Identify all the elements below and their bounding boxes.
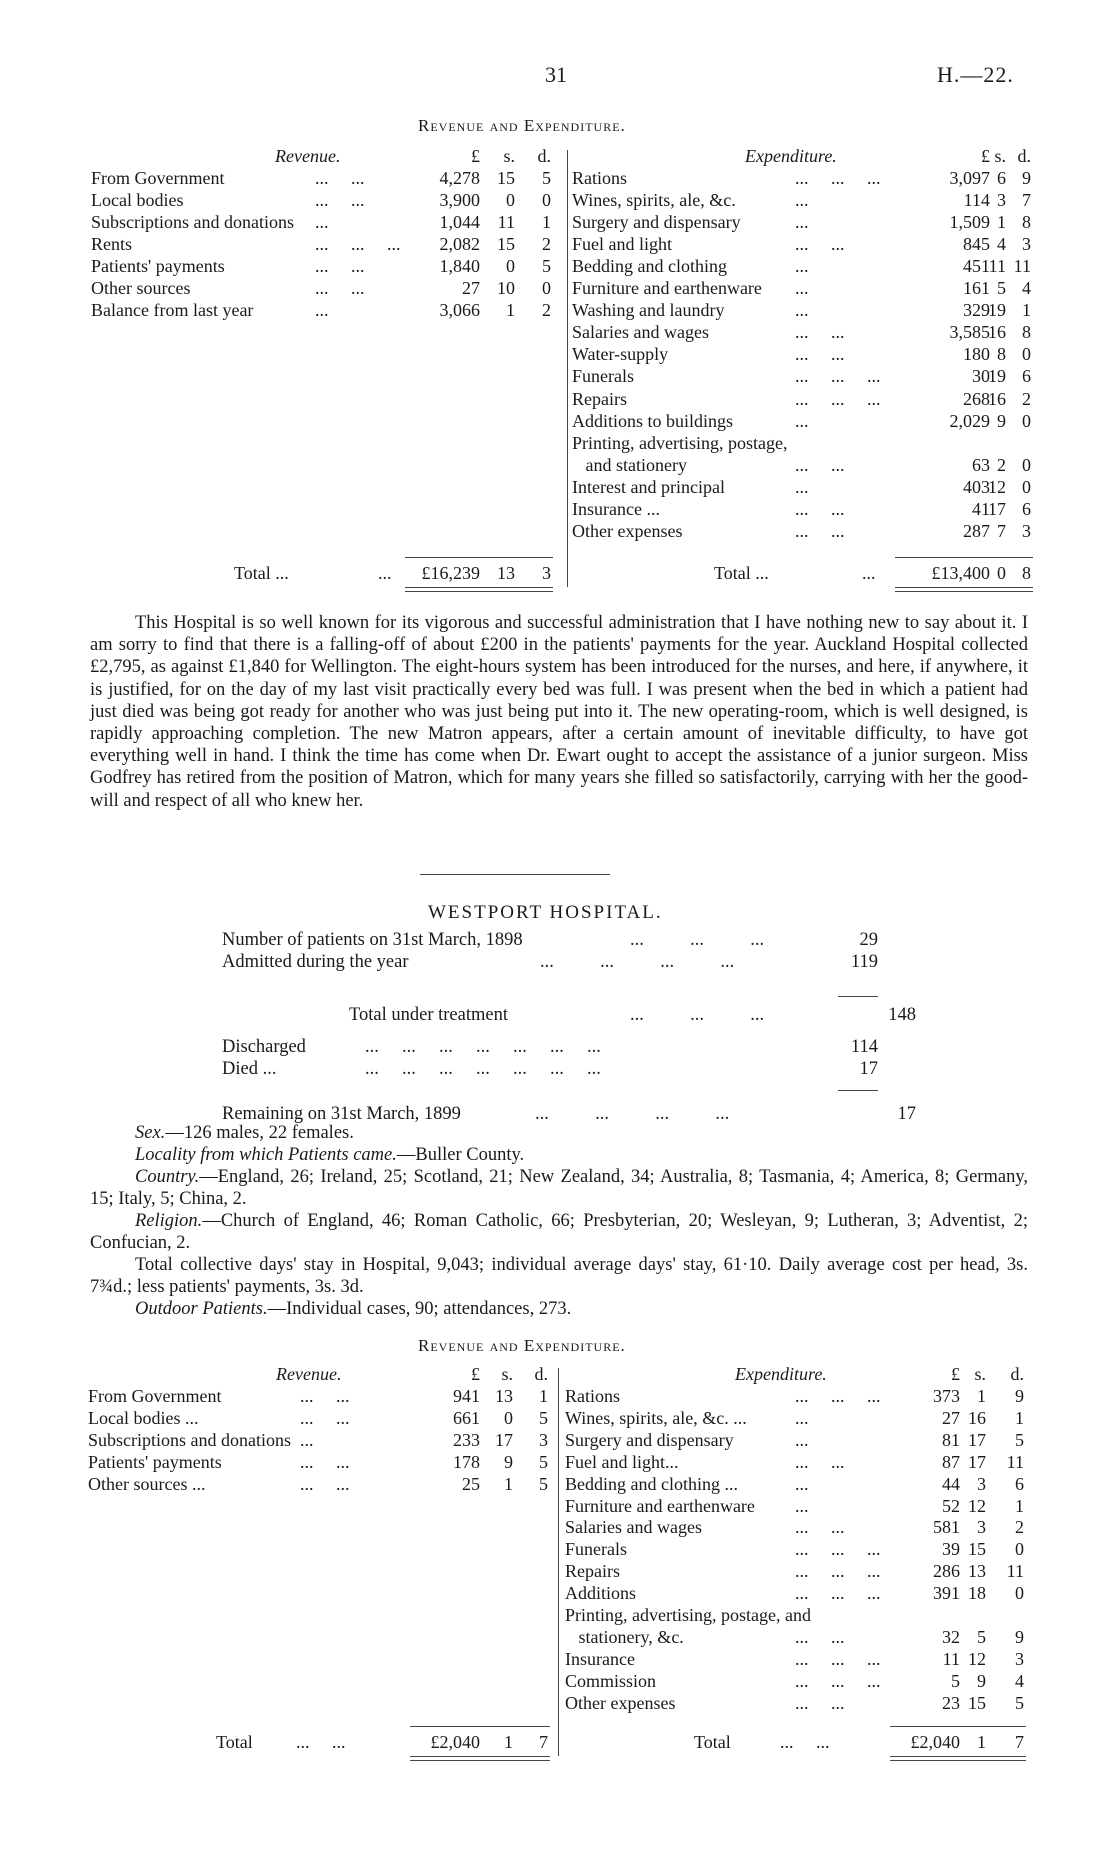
section-divider [420,874,610,875]
pence-cell: 11 [1006,1561,1024,1582]
expenditure-currency-header: s. [974,1364,986,1384]
expenditure-row-label: Additions [565,1583,637,1604]
pounds-cell: 661 [453,1407,480,1428]
shillings-cell: 1 [977,1386,986,1406]
expenditure-row-label: Commission [565,1670,657,1691]
leader-dots: ... [795,1429,809,1450]
sum-rule [838,1090,878,1091]
stat-subtotal: 17 [897,1104,916,1124]
expenditure-currency-header: d. [1010,1364,1024,1384]
pence-cell: 6 [1022,366,1031,387]
revenue-header: Revenue. [276,1364,342,1384]
pence-cell: 4 [1022,278,1031,299]
leader-dots: ... ... [315,190,365,211]
leader-dots: ... ... ... [795,366,881,387]
pence-cell: 0 [542,190,551,211]
shillings-cell: 15 [968,1692,986,1713]
expenditure-row-label: Printing, advertising, postage, [572,432,788,453]
pence-cell: 0 [1022,344,1031,365]
pounds-cell: 161 [963,278,990,299]
leader-dots: ... [795,300,809,321]
outdoor-line: Outdoor Patients.—Individual cases, 90; attendances, 273. [135,1299,572,1319]
pounds-cell: 287 [963,520,990,541]
shillings-cell: 5 [977,1626,986,1647]
expenditure-row-label: Insurance ... [572,498,660,519]
pence-cell: 5 [542,168,551,188]
pence-cell: 6 [1015,1473,1024,1494]
leader-dots: ... ... [795,1451,845,1472]
pence-cell: 1 [1022,300,1031,321]
pence-cell: 3 [1015,1648,1024,1669]
shillings-cell: 19 [988,366,1006,387]
expenditure-header: Expenditure. [745,146,837,166]
double-rule [890,1756,1026,1757]
pence-cell: 0 [1015,1539,1024,1560]
pounds-cell: 3,066 [439,300,480,321]
shillings-cell: 16 [988,322,1006,343]
revenue-row-label: Rents [91,234,133,255]
pence-cell: 2 [1015,1517,1024,1538]
shillings-cell: 15 [497,168,515,188]
expenditure-header: Expenditure. [735,1364,827,1384]
leader-dots: ... ... ... [795,1386,881,1406]
leader-dots: ... ... [300,1407,350,1428]
pence-cell: 9 [1022,168,1031,188]
shillings-cell: 9 [504,1451,513,1472]
leader-dots: ... [795,1473,809,1494]
expenditure-total-pounds: £2,040 [910,1732,960,1752]
expenditure-total-shillings: 1 [977,1732,986,1752]
leader-dots: ... ... [795,344,845,365]
shillings-cell: 12 [968,1495,986,1516]
pence-cell: 9 [1015,1386,1024,1406]
pounds-cell: 581 [933,1517,960,1538]
leader-dots: ... ... ... [795,1583,881,1604]
shillings-cell: 3 [977,1517,986,1538]
pence-cell: 1 [542,212,551,233]
revenue-row-label: Patients' payments [91,256,225,277]
revenue-row-label: Balance from last year [91,300,254,321]
pence-cell: 0 [1015,1583,1024,1604]
expenditure-row-label: Interest and principal [572,476,725,497]
expenditure-total-rule [890,1726,1026,1727]
stat-label: Discharged [222,1037,306,1057]
shillings-cell: 4 [997,234,1006,255]
pence-cell: 1 [1015,1407,1024,1428]
expenditure-currency-header: d. [1017,146,1031,166]
religion-line: Religion.—Church of England, 46; Roman Catholic, 66; Presbyterian, 20; Wesleyan, 9; Lutheran, 3; Adventist, 2; Confucian, 2. [90,1211,1028,1253]
leader-dots: ... ... ... [315,234,401,255]
leader-dots: ... ... [300,1386,350,1406]
leader-dots: ... ... [795,520,845,541]
expenditure-row-label: Surgery and dispensary [565,1429,734,1450]
expenditure-row-label: and stationery [572,454,687,475]
leader-dots: ... ... [315,256,365,277]
expenditure-row-label: Fuel and light... [565,1451,679,1472]
expenditure-total-pounds: £13,400 [931,563,990,583]
revenue-currency-header: £ [471,1364,480,1384]
expenditure-row-label: Salaries and wages [572,322,709,343]
revenue-row-label: From Government [91,168,225,188]
leader-dots: ... [300,1429,314,1450]
leader-dots: ... ... ... ... [540,952,735,972]
stat-label: Total under treatment [349,1005,508,1025]
stat-value: 29 [859,930,878,950]
pounds-cell: 63 [972,454,990,475]
shillings-cell: 12 [988,476,1006,497]
pounds-cell: 286 [933,1561,960,1582]
pence-cell: 0 [1022,476,1031,497]
leader-dots: ... [795,256,809,277]
leader-dots: ... ... ... [795,1648,881,1669]
revenue-total-pounds: £2,040 [430,1732,480,1752]
pounds-cell: 1,044 [439,212,480,233]
stat-label: Number of patients on 31st March, 1898 [222,930,523,950]
leader-dots: ... [795,278,809,299]
revenue-row-label: Local bodies [91,190,184,211]
revenue-currency-header: s. [501,1364,513,1384]
leader-dots: ... [862,563,876,583]
pounds-cell: 1,840 [439,256,480,277]
leader-dots: ... ... ... [630,1005,765,1025]
leader-dots: ... ... ... [795,1561,881,1582]
expenditure-total-shillings: 0 [997,563,1006,583]
pounds-cell: 941 [453,1386,480,1406]
expenditure-row-label: Wines, spirits, ale, &c. ... [565,1407,747,1428]
pence-cell: 5 [539,1451,548,1472]
shillings-cell: 13 [495,1386,513,1406]
pounds-cell: 233 [453,1429,480,1450]
stat-label: Admitted during the year [222,952,409,972]
shillings-cell: 2 [997,454,1006,475]
pence-cell: 3 [1022,520,1031,541]
leader-dots: ... ... [300,1473,350,1494]
revenue-row-label: Subscriptions and donations [88,1429,291,1450]
shillings-cell: 0 [506,190,515,211]
pounds-cell: 1,509 [949,212,990,233]
pence-cell: 9 [1015,1626,1024,1647]
leader-dots: ... ... ... ... ... ... ... [365,1037,601,1057]
stat-value: 119 [850,952,878,972]
shillings-cell: 18 [968,1583,986,1604]
expenditure-row-label: Other expenses [572,520,683,541]
auckland-re-heading: Revenue and Expenditure. [418,116,626,135]
leader-dots: ... ... [315,168,365,188]
stat-subtotal: 148 [888,1005,916,1025]
revenue-row-label: Other sources ... [88,1473,206,1494]
shillings-cell: 16 [968,1407,986,1428]
leader-dots: ... ... [315,278,365,299]
expenditure-total-pence: 8 [1022,563,1031,583]
expenditure-row-label: Funerals [572,366,634,387]
shillings-cell: 7 [997,520,1006,541]
pounds-cell: 3,900 [439,190,480,211]
revenue-row-label: Local bodies ... [88,1407,199,1428]
sum-rule [838,996,878,997]
revenue-total-shillings: 13 [497,563,515,583]
pounds-cell: 268 [963,388,990,409]
expenditure-row-label: Furniture and earthenware [572,278,762,299]
revenue-total-rule [410,1726,550,1727]
pounds-cell: 4,278 [439,168,480,188]
shillings-cell: 16 [988,388,1006,409]
pounds-cell: 329 [963,300,990,321]
leader-dots: ... ... ... [630,930,765,950]
pounds-cell: 23 [942,1692,960,1713]
shillings-cell: 9 [997,410,1006,431]
pounds-cell: 52 [942,1495,960,1516]
shillings-cell: 15 [497,234,515,255]
expenditure-row-label: Salaries and wages [565,1517,702,1538]
pounds-cell: 27 [462,278,480,299]
pence-cell: 1 [539,1386,548,1406]
leader-dots: ... ... [795,454,845,475]
westport-re-heading: Revenue and Expenditure. [418,1336,626,1355]
shillings-cell: 19 [988,300,1006,321]
leader-dots: ... [795,212,809,233]
stat-label: Died ... [222,1059,277,1079]
shillings-cell: 1 [997,212,1006,233]
revenue-row-label: Other sources [91,278,191,299]
pence-cell: 5 [1015,1692,1024,1713]
shillings-cell: 12 [968,1648,986,1669]
expenditure-total-label: Total [694,1732,731,1752]
expenditure-row-label: Water-supply [572,344,669,365]
shillings-cell: 17 [495,1429,513,1450]
pence-cell: 8 [1022,322,1031,343]
shillings-cell: 11 [497,212,515,233]
shillings-cell: 10 [497,278,515,299]
leader-dots: ... [795,190,809,211]
leader-dots: ... ... [300,1451,350,1472]
leader-dots: ... [795,476,809,497]
leader-dots: ... ... [795,234,845,255]
revenue-row-label: Subscriptions and donations [91,212,294,233]
pence-cell: 0 [1022,454,1031,475]
expenditure-row-label: Washing and laundry [572,300,725,321]
revenue-currency-header: d. [537,146,551,166]
locality-line: Locality from which Patients came.—Buller County. [135,1145,525,1165]
double-rule [895,587,1033,588]
pounds-cell: 25 [462,1473,480,1494]
pounds-cell: 845 [963,234,990,255]
expenditure-row-label: Printing, advertising, postage, and [565,1605,811,1625]
revenue-header: Revenue. [275,146,341,166]
shillings-cell: 5 [997,278,1006,299]
stat-label: Remaining on 31st March, 1899 [222,1104,461,1124]
shillings-cell: 8 [997,344,1006,365]
commentary-paragraph: This Hospital is so well known for its vigorous and successful administration that I have nothing new to say about it. I am sorry to find that there is a falling-off of about £200 in the patients' payments for the year. Auckland Hospital collected £2,795, as against £1,840 for Wellington. The eight-hours system has been introduced for the nurses, and here, if anywhere, it is justified, for on the day of my last visit practically every bed was full. I was present when the bed in which a patient had just died was being got ready for another who was just being put into it. The new operating-room, which is well designed, is rapidly approaching completion. The new Matron appears, after a certain amount of inevitable difficulty, to have got everything well in hand. I think the time has come when Dr. Ewart ought to accept the assistance of a junior surgeon. Miss Godfrey has retired from the position of Matron, which for many years she filled so satisfactorily, carrying with her the good-will and respect of all who knew her. [90,613,1028,811]
expenditure-currency-header: £ [981,146,990,166]
pounds-cell: 180 [963,344,990,365]
leader-dots: ... [315,300,329,321]
leader-dots: ... ... [296,1732,346,1752]
stay-line: Total collective days' stay in Hospital, 9,043; individual average days' stay, 61·10. Daily average cost per head, 3s. 7¾d.; less patients' payments, 3s. 3d. [90,1255,1028,1297]
revenue-total-label: Total ... [234,563,289,583]
expenditure-row-label: Bedding and clothing [572,256,727,277]
stat-value: 17 [859,1059,878,1079]
pounds-cell: 39 [942,1539,960,1560]
shillings-cell: 1 [506,300,515,321]
expenditure-row-label: Furniture and earthenware [565,1495,755,1516]
pounds-cell: 391 [933,1583,960,1604]
column-divider [558,1368,559,1756]
revenue-currency-header: £ [471,146,480,166]
shillings-cell: 15 [968,1539,986,1560]
double-rule [410,1756,550,1757]
shillings-cell: 3 [977,1473,986,1494]
leader-dots: ... ... [795,1626,845,1647]
revenue-total-shillings: 1 [504,1732,513,1752]
page-number: 31 [545,62,567,87]
expenditure-row-label: Insurance [565,1648,635,1669]
pence-cell: 2 [1022,388,1031,409]
expenditure-row-label: Rations [572,168,628,188]
revenue-total-label: Total [216,1732,253,1752]
shillings-cell: 17 [968,1451,986,1472]
pounds-cell: 451 [963,256,990,277]
expenditure-currency-header: s. [994,146,1006,166]
double-rule [405,591,553,592]
leader-dots: ... [315,212,329,233]
pence-cell: 5 [542,256,551,277]
shillings-cell: 6 [997,168,1006,188]
leader-dots: ... ... [795,498,845,519]
pence-cell: 5 [539,1473,548,1494]
pounds-cell: 3,585 [949,322,990,343]
shillings-cell: 13 [968,1561,986,1582]
expenditure-currency-header: £ [951,1364,960,1384]
leader-dots: ... [795,410,809,431]
pence-cell: 7 [1022,190,1031,211]
pounds-cell: 178 [453,1451,480,1472]
expenditure-row-label: Rations [565,1386,621,1406]
auckland-revenue-expenditure-table [0,0,1114,600]
pounds-cell: 87 [942,1451,960,1472]
revenue-total-rule [405,557,553,558]
double-rule [405,587,553,588]
shillings-cell: 17 [968,1429,986,1450]
expenditure-row-label: stationery, &c. [565,1626,684,1647]
auckland-commentary [90,612,1028,812]
revenue-currency-header: d. [534,1364,548,1384]
pounds-cell: 3,097 [949,168,990,188]
leader-dots: ... ... ... ... ... ... ... [365,1059,601,1079]
revenue-total-pounds: £16,239 [421,563,480,583]
pounds-cell: 41 [972,498,990,519]
expenditure-row-label: Other expenses [565,1692,676,1713]
expenditure-row-label: Repairs [572,388,627,409]
pence-cell: 3 [1022,234,1031,255]
expenditure-row-label: Additions to buildings [572,410,734,431]
leader-dots: ... ... [795,1517,845,1538]
expenditure-total-rule [895,557,1033,558]
pence-cell: 0 [542,278,551,299]
pence-cell: 2 [542,234,551,255]
expenditure-row-label: Bedding and clothing ... [565,1473,738,1494]
westport-title: WESTPORT HOSPITAL. [428,902,663,923]
double-rule [410,1760,550,1761]
leader-dots: ... ... [780,1732,830,1752]
leader-dots: ... ... [795,1692,845,1713]
double-rule [895,591,1033,592]
pounds-cell: 44 [942,1473,960,1494]
pence-cell: 5 [1015,1429,1024,1450]
shillings-cell: 11 [988,256,1006,277]
pence-cell: 3 [539,1429,548,1450]
revenue-total-pence: 3 [542,563,551,583]
pence-cell: 1 [1015,1495,1024,1516]
pence-cell: 4 [1015,1670,1024,1691]
leader-dots: ... ... ... ... [535,1104,730,1124]
revenue-currency-header: s. [503,146,515,166]
leader-dots: ... ... ... [795,168,881,188]
column-divider [567,150,568,587]
shillings-cell: 9 [977,1670,986,1691]
leader-dots: ... [795,1495,809,1516]
revenue-row-label: Patients' payments [88,1451,222,1472]
expenditure-row-label: Funerals [565,1539,627,1560]
westport-details [90,1122,1028,1320]
pounds-cell: 2,029 [949,410,990,431]
country-line: Country.—England, 26; Ireland, 25; Scotland, 21; New Zealand, 34; Australia, 8; Tasmania, 4; America, 8; Germany, 15; Italy, 5; China, 2. [90,1167,1028,1209]
leader-dots: ... ... ... [795,1670,881,1691]
shillings-cell: 17 [988,498,1006,519]
pounds-cell: 114 [963,190,990,211]
shillings-cell: 0 [506,256,515,277]
expenditure-row-label: Repairs [565,1561,620,1582]
page-reference: H.—22. [937,62,1014,87]
leader-dots: ... ... ... [795,388,881,409]
pence-cell: 5 [539,1407,548,1428]
leader-dots: ... ... [795,322,845,343]
leader-dots: ... [378,563,392,583]
revenue-row-label: From Government [88,1386,222,1406]
pence-cell: 11 [1013,256,1031,277]
pence-cell: 8 [1022,212,1031,233]
pounds-cell: 81 [942,1429,960,1450]
pounds-cell: 2,082 [439,234,480,255]
pounds-cell: 5 [951,1670,960,1691]
pence-cell: 6 [1022,498,1031,519]
expenditure-total-label: Total ... [714,563,769,583]
shillings-cell: 3 [997,190,1006,211]
stat-value: 114 [850,1037,878,1057]
pounds-cell: 32 [942,1626,960,1647]
expenditure-row-label: Wines, spirits, ale, &c. [572,190,736,211]
sex-line: Sex.—126 males, 22 females. [135,1123,354,1143]
double-rule [890,1760,1026,1761]
pence-cell: 11 [1006,1451,1024,1472]
revenue-total-pence: 7 [539,1732,548,1752]
expenditure-row-label: Fuel and light [572,234,672,255]
expenditure-total-pence: 7 [1015,1732,1024,1752]
leader-dots: ... [795,1407,809,1428]
expenditure-row-label: Surgery and dispensary [572,212,741,233]
pence-cell: 0 [1022,410,1031,431]
pounds-cell: 30 [972,366,990,387]
pounds-cell: 27 [942,1407,960,1428]
pounds-cell: 403 [963,476,990,497]
shillings-cell: 1 [504,1473,513,1494]
pounds-cell: 11 [942,1648,960,1669]
shillings-cell: 0 [504,1407,513,1428]
pence-cell: 2 [542,300,551,321]
pounds-cell: 373 [933,1386,960,1406]
leader-dots: ... ... ... [795,1539,881,1560]
